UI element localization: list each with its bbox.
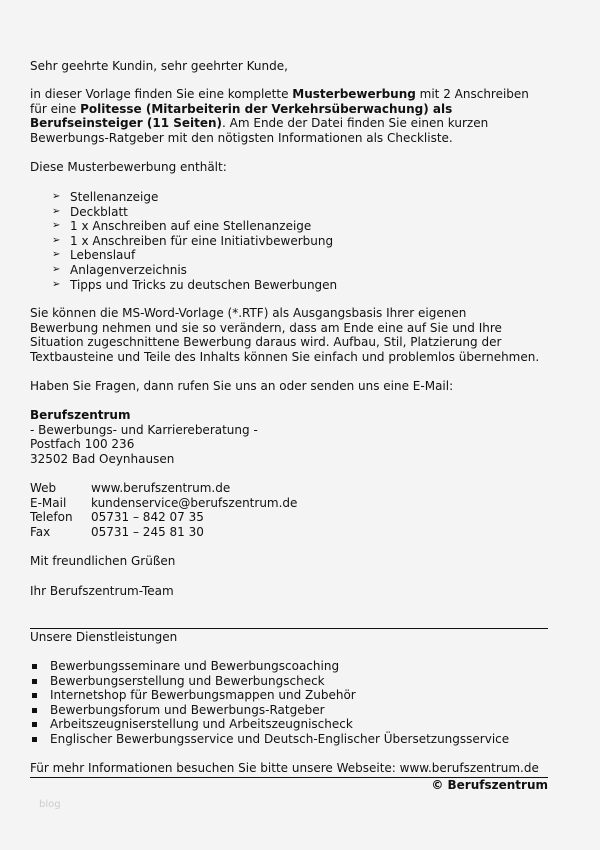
square-bullet-icon: [32, 737, 37, 742]
intro-paragraph: in dieser Vorlage finden Sie eine komplette Musterbewerbung mit 2 Anschreiben für eine Politesse (Mitarbeiterin der Verkehrsüberwachung) als Berufseinsteiger (11 Seiten). Am Ende der Datei finden Sie einen kurzen Bewerbungs-Ratgeber mit den nötigsten Informationen als Checkliste.: [30, 87, 529, 145]
list-item: ➢ 1 x Anschreiben für eine Initiativbewerbung: [52, 233, 334, 248]
arrow-bullet-icon: ➢: [52, 278, 61, 290]
copyright: © Berufszentrum: [431, 778, 548, 792]
square-bullet-icon: [32, 679, 37, 684]
arrow-bullet-icon: ➢: [52, 249, 61, 261]
usage-paragraph: Sie können die MS-Word-Vorlage (*.RTF) als Ausgangsbasis Ihrer eigenen Bewerbung nehmen und sie so verändern, dass am Ende eine auf Sie und Ihre Situation zugeschnittene Bewerbung daraus wird. Aufbau, Stil, Platzierung der Textbausteine und Teile des Inhalts können Sie einfach und problemlos übernehmen.: [30, 306, 540, 364]
watermark: blog: [39, 799, 61, 810]
list-item: ➢ Stellenanzeige: [52, 190, 159, 204]
services-list: [30, 659, 509, 747]
square-bullet-icon: [32, 708, 37, 713]
services-heading: Unsere Dienstleistungen: [30, 630, 178, 644]
list-item: Englischer Bewerbungsservice und Deutsch-Englischer Übersetzungsservice: [30, 732, 509, 747]
list-item: ➢ 1 x Anschreiben auf eine Stellenanzeige: [52, 219, 312, 234]
greeting: Sehr geehrte Kundin, sehr geehrter Kunde,: [30, 59, 288, 73]
arrow-bullet-icon: ➢: [52, 234, 61, 246]
contents-heading: Diese Musterbewerbung enthält:: [30, 160, 227, 174]
square-bullet-icon: [32, 693, 37, 698]
footer-info: Für mehr Informationen besuchen Sie bitte unsere Webseite: www.berufszentrum.de: [30, 761, 539, 775]
contents-list: [30, 190, 337, 292]
signature: Ihr Berufszentrum-Team: [30, 584, 174, 598]
square-bullet-icon: [32, 664, 37, 669]
arrow-bullet-icon: ➢: [52, 220, 61, 232]
list-item: ➢ Tipps und Tricks zu deutschen Bewerbungen: [52, 277, 338, 292]
arrow-bullet-icon: ➢: [52, 191, 61, 202]
company-address: Berufszentrum - Bewerbungs- und Karriereberatung - Postfach 100 236 32502 Bad Oeynhausen: [30, 408, 258, 466]
arrow-bullet-icon: ➢: [52, 263, 61, 275]
list-item: Arbeitszeugniserstellung und Arbeitszeugnischeck: [30, 717, 509, 732]
list-item: Bewerbungsseminare und Bewerbungscoaching: [30, 659, 509, 674]
list-item: Bewerbungserstellung und Bewerbungscheck: [30, 674, 509, 689]
divider: [30, 628, 548, 629]
arrow-bullet-icon: ➢: [52, 205, 61, 217]
list-item: ➢ Deckblatt: [52, 204, 128, 219]
list-item: ➢ Lebenslauf: [52, 248, 136, 263]
email-link[interactable]: kundenservice@berufszentrum.de: [91, 495, 298, 510]
list-item: ➢ Anlagenverzeichnis: [52, 262, 187, 277]
list-item: Internetshop für Bewerbungsmappen und Zubehör: [30, 688, 509, 703]
questions-text: Haben Sie Fragen, dann rufen Sie uns an oder senden uns eine E-Mail:: [30, 379, 454, 393]
closing: Mit freundlichen Grüßen: [30, 554, 176, 568]
list-item: Bewerbungsforum und Bewerbungs-Ratgeber: [30, 703, 509, 718]
square-bullet-icon: [32, 722, 37, 727]
web-link[interactable]: www.berufszentrum.de: [91, 481, 231, 495]
contact-table: Web www.berufszentrum.de E-Mail kundenservice@berufszentrum.de Telefon 05731 – 842 07 35 Fax 05731 – 245 81 30: [30, 481, 298, 539]
